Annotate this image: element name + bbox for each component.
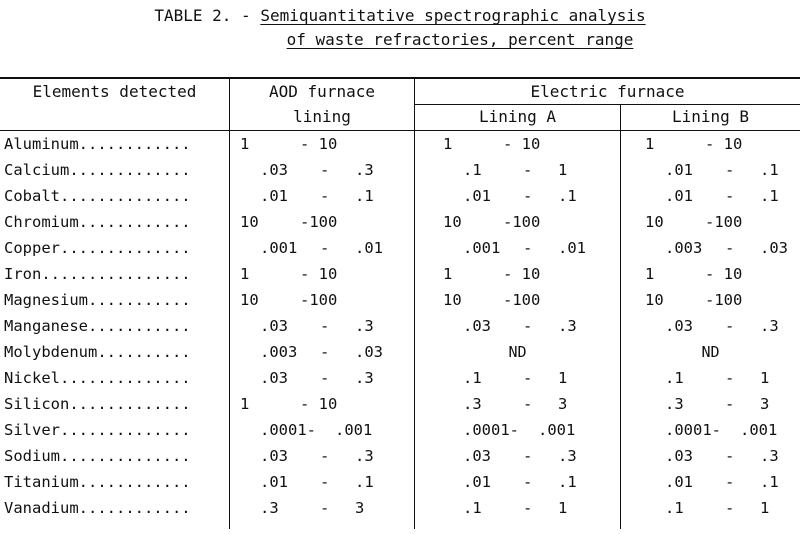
header-elements: Elements detected [32, 82, 197, 101]
element-name: Iron................ [4, 265, 191, 283]
value-b-part-1: - [725, 187, 735, 205]
element-name: Sodium.............. [4, 447, 191, 465]
value-b-part-1: - [725, 369, 735, 387]
value-a-part-1: -100 [503, 291, 541, 309]
table-title [0, 4, 800, 52]
element-name: Silver.............. [4, 421, 191, 439]
value-a-part-0: .01 [463, 187, 491, 205]
value-b-part-0: .003 [665, 239, 703, 257]
value-b-part-1: - [725, 447, 735, 465]
value-aod-part-1: - [320, 343, 330, 361]
title-prefix: TABLE 2. - [154, 6, 261, 25]
value-aod-part-1: - [320, 473, 330, 491]
value-a-part-1: - [523, 473, 533, 491]
value-b-part-0: .1 [665, 369, 684, 387]
header-divider-left [229, 79, 230, 529]
value-aod-part-2: .3 [355, 317, 374, 335]
value-a-part-1: - [523, 395, 533, 413]
value-aod-part-2: .3 [355, 161, 374, 179]
value-b-part-1: .001 [740, 421, 778, 439]
value-a-part-0: 1 [443, 265, 453, 283]
value-a-part-1: -100 [503, 213, 541, 231]
value-a-part-0: .3 [463, 395, 482, 413]
value-aod-part-1: - [320, 161, 330, 179]
value-a-part-2: 1 [558, 499, 568, 517]
top-rule [0, 77, 800, 79]
element-name: Magnesium........... [4, 291, 191, 309]
value-b-part-2: 3 [760, 395, 770, 413]
value-b-part-1: - [725, 317, 735, 335]
value-a-part-2: .3 [558, 447, 577, 465]
electric-rule [414, 104, 800, 105]
lining-divider [620, 104, 621, 529]
value-a-part-2: .01 [558, 239, 586, 257]
value-a-part-1: - [523, 447, 533, 465]
value-a-part-0: .1 [463, 369, 482, 387]
value-aod-part-2: .03 [355, 343, 383, 361]
value-a-part-0: .1 [463, 499, 482, 517]
value-a-part-1: - 10 [503, 265, 541, 283]
value-a-part-1: - [523, 499, 533, 517]
value-aod-part-2: .01 [355, 239, 383, 257]
value-a-part-0: .01 [463, 473, 491, 491]
value-aod-part-0: .001 [260, 239, 298, 257]
value-a-part-1: - [523, 187, 533, 205]
value-aod-part-1: - [320, 239, 330, 257]
header-lining-b: Lining B [671, 107, 750, 126]
value-b-part-2: .3 [760, 447, 779, 465]
value-b-part-0: 1 [645, 135, 655, 153]
value-a-part-2: .1 [558, 473, 577, 491]
element-name: Molybdenum.......... [4, 343, 191, 361]
title-line-1 [0, 4, 800, 28]
value-aod-part-0: .03 [260, 447, 288, 465]
value-a-part-2: 1 [558, 161, 568, 179]
value-aod-part-2: 3 [355, 499, 365, 517]
value-b-part-0: .01 [665, 187, 693, 205]
value-b-part-1: - 10 [705, 135, 743, 153]
value-aod-part-1: -100 [300, 213, 338, 231]
value-aod-part-1: - [320, 447, 330, 465]
value-a-part-2: 3 [558, 395, 568, 413]
value-aod-part-1: - 10 [300, 265, 338, 283]
value-b-part-1: - [725, 395, 735, 413]
value-nd: ND [701, 343, 720, 361]
element-name: Calcium............. [4, 161, 191, 179]
value-b-part-2: .1 [760, 161, 779, 179]
value-b-part-2: 1 [760, 499, 770, 517]
value-b-part-0: .3 [665, 395, 684, 413]
value-aod-part-1: -100 [300, 291, 338, 309]
value-aod-part-1: - [320, 317, 330, 335]
value-b-part-1: - 10 [705, 265, 743, 283]
value-aod-part-0: .0001- [260, 421, 316, 439]
header-bottom-rule [0, 130, 800, 131]
value-a-part-0: 10 [443, 213, 462, 231]
element-name: Aluminum............ [4, 135, 191, 153]
value-b-part-2: .03 [760, 239, 788, 257]
value-a-part-0: 10 [443, 291, 462, 309]
element-name: Silicon............. [4, 395, 191, 413]
value-a-part-0: .03 [463, 447, 491, 465]
value-b-part-2: 1 [760, 369, 770, 387]
value-b-part-0: 10 [645, 213, 664, 231]
element-name: Manganese........... [4, 317, 191, 335]
value-aod-part-0: 10 [240, 213, 259, 231]
value-b-part-0: .01 [665, 161, 693, 179]
value-b-part-2: .1 [760, 473, 779, 491]
value-aod-part-1: - [320, 187, 330, 205]
value-b-part-0: .01 [665, 473, 693, 491]
value-a-part-0: .03 [463, 317, 491, 335]
value-b-part-1: -100 [705, 291, 743, 309]
value-b-part-2: .1 [760, 187, 779, 205]
value-a-part-1: - [523, 369, 533, 387]
header-aod-2: lining [293, 107, 351, 126]
value-a-part-0: .001 [463, 239, 501, 257]
value-aod-part-2: .1 [355, 187, 374, 205]
value-aod-part-0: 1 [240, 265, 250, 283]
value-a-part-1: .001 [538, 421, 576, 439]
header-divider-right [414, 79, 415, 529]
value-a-part-1: - [523, 317, 533, 335]
value-b-part-0: .03 [665, 317, 693, 335]
value-b-part-1: - [725, 161, 735, 179]
value-aod-part-1: - [320, 499, 330, 517]
value-aod-part-1: - 10 [300, 135, 338, 153]
value-a-part-0: .1 [463, 161, 482, 179]
value-aod-part-0: 1 [240, 395, 250, 413]
value-aod-part-0: 10 [240, 291, 259, 309]
header-lining-a: Lining A [478, 107, 557, 126]
element-name: Titanium............ [4, 473, 191, 491]
value-a-part-0: 1 [443, 135, 453, 153]
value-b-part-1: -100 [705, 213, 743, 231]
value-aod-part-1: .001 [335, 421, 373, 439]
value-a-part-2: .3 [558, 317, 577, 335]
value-aod-part-2: .3 [355, 447, 374, 465]
value-aod-part-1: - [320, 369, 330, 387]
value-aod-part-1: - 10 [300, 395, 338, 413]
value-b-part-0: 1 [645, 265, 655, 283]
value-a-part-1: - [523, 239, 533, 257]
value-aod-part-2: .3 [355, 369, 374, 387]
value-a-part-0: .0001- [463, 421, 519, 439]
element-name: Nickel.............. [4, 369, 191, 387]
title-main: Semiquantitative spectrographic analysis [260, 6, 646, 25]
value-aod-part-0: .01 [260, 473, 288, 491]
title-line-2: of waste refractories, percent range [286, 30, 634, 49]
header-aod-1: AOD furnace [269, 82, 375, 101]
value-aod-part-0: .03 [260, 317, 288, 335]
value-aod-part-0: .03 [260, 369, 288, 387]
value-b-part-1: - [725, 499, 735, 517]
value-b-part-0: .1 [665, 499, 684, 517]
element-name: Copper.............. [4, 239, 191, 257]
value-a-part-2: 1 [558, 369, 568, 387]
value-aod-part-0: 1 [240, 135, 250, 153]
header-electric: Electric furnace [530, 82, 685, 101]
value-b-part-1: - [725, 473, 735, 491]
value-b-part-0: .03 [665, 447, 693, 465]
element-name: Chromium............ [4, 213, 191, 231]
value-a-part-1: - [523, 161, 533, 179]
value-a-part-2: .1 [558, 187, 577, 205]
value-aod-part-0: .3 [260, 499, 279, 517]
value-a-part-1: - 10 [503, 135, 541, 153]
value-aod-part-2: .1 [355, 473, 374, 491]
value-aod-part-0: .003 [260, 343, 298, 361]
value-b-part-0: 10 [645, 291, 664, 309]
element-name: Vanadium............ [4, 499, 191, 517]
value-b-part-2: .3 [760, 317, 779, 335]
value-b-part-1: - [725, 239, 735, 257]
value-aod-part-0: .01 [260, 187, 288, 205]
element-name: Cobalt.............. [4, 187, 191, 205]
value-nd: ND [508, 343, 527, 361]
value-aod-part-0: .03 [260, 161, 288, 179]
value-b-part-0: .0001- [665, 421, 721, 439]
